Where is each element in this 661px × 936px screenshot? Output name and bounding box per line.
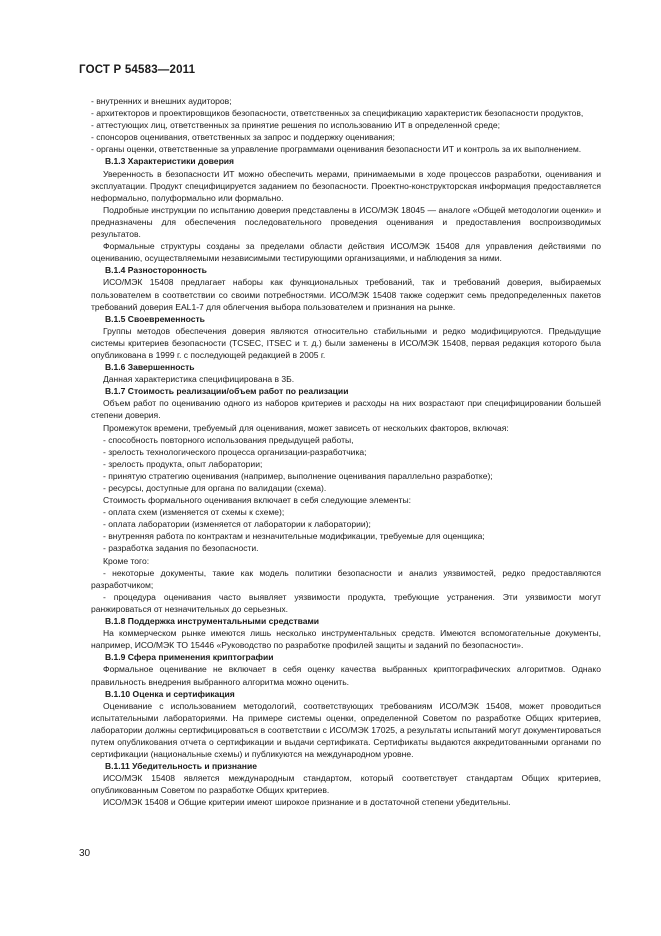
list-item: - внутренняя работа по контрактам и незначительные модификации, требуемые для оценщика; — [103, 531, 485, 542]
list-item: - разработка задания по безопасности. — [103, 543, 259, 554]
list-item: - способность повторного использования предыдущей работы, — [103, 434, 354, 445]
paragraph: ИСО/МЭК 15408 и Общие критерии имеют широкое признание и в достаточной степени убедительны. — [103, 797, 511, 808]
paragraph: Данная характеристика специфицирована в 3Б. — [103, 374, 295, 385]
section-heading: В.1.3 Характеристики доверия — [105, 156, 235, 167]
paragraph: Промежуток времени, требуемый для оценивания, может зависеть от нескольких факторов, включая: — [103, 422, 509, 433]
paragraph: Стоимость формального оценивания включает в себя следующие элементы: — [103, 495, 412, 506]
paragraph: ИСО/МЭК 15408 предлагает наборы как функциональных требований, так и требований доверия, выбираемых пользователем в соответствии со своими потребностями. ИСО/МЭК 15408 также содержит семь предопределенных пакетов требований доверия EAL1-7 для облегчения выбора пользователем и признания на рынке. — [91, 277, 601, 312]
paragraph: Оценивание с использованием методологий, соответствующих требованиям ИСО/МЭК 15408, может проводиться испытательными лабораториями. На примере системы оценки, определенной Советом по разработке Общих критериев, лаборатории должны сертифицироваться в соответствии с ИСО/МЭК 17025, а результаты испытаний могут документироваться путем опубликования отчета о сертификации и выдачи сертификата. Сертификаты выдаются аккредитованными органами по сертификации (национальные схемы) и публикуются на международном уровне. — [91, 700, 601, 760]
page-number: 30 — [79, 848, 91, 859]
section-heading: В.1.6 Завершенность — [105, 362, 195, 373]
paragraph: ИСО/МЭК 15408 является международным стандартом, который соответствует стандартам Общих критериев, опубликованным Советом по разработке Общих критериев. — [91, 773, 601, 796]
paragraph: Группы методов обеспечения доверия являются относительно стабильными и редко модифицируются. Предыдущие системы критериев безопасности (TCSEC, ITSEC и т. д.) были заменены в ИСО/МЭК 15408, первая редакция которого была опубликована в 1999 г. с последующей редакцией в 2005 г. — [91, 325, 601, 360]
section-heading: В.1.9 Сфера применения криптографии — [105, 652, 274, 663]
list-item: - зрелость технологического процесса организации-разработчика; — [103, 446, 367, 457]
list-item: - зрелость продукта, опыт лаборатории; — [103, 458, 263, 469]
list-item: - аттестующих лиц, ответственных за принятие решения по использованию ИТ в определенной среде; — [91, 120, 501, 131]
paragraph: Формальное оценивание не включает в себя оценку качества выбранных криптографических алгоритмов. Однако правильность внедрения выбранного алгоритма можно оценить. — [91, 664, 601, 687]
section-heading: В.1.11 Убедительность и признание — [105, 761, 257, 772]
list-item: - внутренних и внешних аудиторов; — [91, 96, 232, 106]
list-item: - процедура оценивания часто выявляет уязвимости продукта, требующие устранения. Эти уязвимости могут ранжироваться от незначительных до серьезных. — [91, 591, 601, 614]
paragraph: Формальные структуры созданы за пределами области действия ИСО/МЭК 15408 для управления действиями по оцениванию, осуществляемыми независимыми тестирующими организациями, и наблюдения за ними. — [91, 241, 601, 264]
paragraph: Уверенность в безопасности ИТ можно обеспечить мерами, принимаемыми в ходе процессов разработки, оценивания и эксплуатации. Продукт специфицируется заданием по безопасности. Проектно-конструкторская информация предоставляется неформально, полуформально или формально. — [91, 168, 601, 203]
list-item: - архитекторов и проектировщиков безопасности, ответственных за спецификацию характеристик безопасности продуктов, — [91, 108, 584, 119]
paragraph: Подробные инструкции по испытанию доверия представлены в ИСО/МЭК 18045 — аналоге «Общей методологии оценки» и предназначены для обеспечения последовательного проведения оценивания и предоставления воспроизводимых результатов. — [91, 204, 601, 240]
section-heading: В.1.5 Своевременность — [105, 313, 205, 324]
document-body — [91, 95, 601, 809]
list-item: - спонсоров оценивания, ответственных за запрос и поддержку оценивания; — [91, 132, 395, 143]
list-item: - оплата схем (изменяется от схемы к схеме); — [103, 507, 285, 518]
list-item: - оплата лаборатории (изменяется от лаборатории к лаборатории); — [103, 519, 371, 530]
section-heading: В.1.8 Поддержка инструментальными средствами — [105, 616, 320, 627]
section-heading: В.1.4 Разносторонность — [105, 265, 207, 276]
paragraph: На коммерческом рынке имеются лишь несколько инструментальных средств. Имеются вспомогательные документы, например, ИСО/МЭК ТО 15446 «Руководство по разработке профилей защиты и заданий по безопасности». — [91, 628, 601, 651]
list-item: - органы оценки, ответственные за управление программами оценивания безопасности ИТ и контроль за их выполнением. — [91, 144, 582, 155]
paragraph: Кроме того: — [103, 555, 150, 566]
section-heading: В.1.10 Оценка и сертификация — [105, 688, 235, 699]
list-item: - ресурсы, доступные для органа по валидации (схема). — [103, 483, 327, 493]
paragraph: Объем работ по оцениванию одного из наборов критериев и расходы на них возрастают при специфицировании большей степени доверия. — [91, 398, 601, 421]
list-item: - некоторые документы, такие как модель политики безопасности и анализ уязвимостей, редко предоставляются разработчиком; — [91, 567, 601, 590]
document-header: ГОСТ Р 54583—2011 — [79, 64, 196, 76]
list-item: - принятую стратегию оценивания (например, выполнение оценивания параллельно разработке); — [103, 470, 493, 481]
section-heading: В.1.7 Стоимость реализации/объем работ по реализации — [105, 386, 349, 397]
